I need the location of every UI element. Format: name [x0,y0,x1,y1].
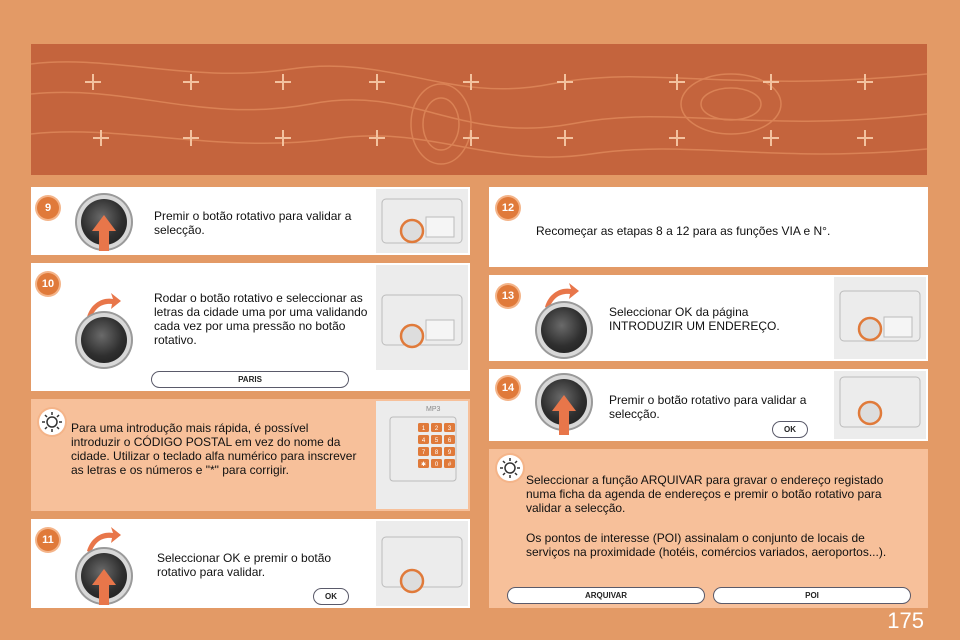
press-arrow-icon [549,393,579,437]
lightbulb-icon [39,409,65,435]
tip-1-box [31,399,470,511]
keypad-key-label: 3 [447,426,452,432]
keypad-key-label: 0 [434,462,439,468]
rotate-arrow-icon [83,525,123,555]
paris-pill: PARIS [151,371,349,388]
step-12-text: Recomeçar as etapas 8 a 12 para as funções VIA e N°. [536,224,831,238]
radio-panel-image [376,521,468,606]
rotary-knob-icon [81,317,127,363]
keypad-key-label: 7 [421,450,426,456]
press-arrow-icon [89,213,119,253]
keypad-key-label: 5 [434,438,439,444]
step-number-badge: 10 [37,273,59,295]
tip-2-box [489,449,928,608]
keypad-key-label: 6 [447,438,452,444]
radio-panel-image [376,265,468,370]
step-14-text: Premir o botão rotativo para validar a selecção. [609,393,807,421]
step-11-text: Seleccionar OK e premir o botão rotativo para validar. [157,551,332,579]
step-14-card [489,369,928,441]
step-number-badge: 12 [497,197,519,219]
step-number-badge: 13 [497,285,519,307]
step-number-badge: 9 [37,197,59,219]
arquivar-pill: ARQUIVAR [507,587,705,604]
keypad-key-label: 9 [447,450,452,456]
keypad-key-label: ✱ [420,462,427,468]
press-arrow-icon [89,567,119,607]
keypad-image [376,401,468,509]
keypad-key-label: 4 [421,438,426,444]
lightbulb-icon [497,455,523,481]
step-9-text: Premir o botão rotativo para validar a selecção. [154,209,352,237]
step-12-card [489,187,928,267]
keypad-key-label: # [447,462,452,468]
step-13-text: Seleccionar OK da página INTRODUZIR UM ENDEREÇO. [609,305,780,333]
tip-2-text-1: Seleccionar a função ARQUIVAR para gravar o endereço registado numa ficha da agenda de endereços e premir o botão rotativo para validar a selecção. [526,473,884,515]
topographic-pattern [31,44,927,175]
step-number-badge: 14 [497,377,519,399]
radio-panel-image [834,277,926,359]
keypad-key-label: 8 [434,450,439,456]
ok-pill: OK [772,421,808,438]
ok-pill: OK [313,588,349,605]
header-banner [31,44,927,175]
rotary-knob-icon [541,307,587,353]
step-number-badge: 11 [37,529,59,551]
radio-panel-image [376,189,468,253]
step-13-card [489,275,928,361]
radio-panel-image [834,371,926,439]
tip-2-text-2: Os pontos de interesse (POI) assinalam o conjunto de locais de serviços na proximidade (hotéis, comércios variados, aeroportos...). [526,531,887,559]
step-11-card [31,519,470,608]
poi-pill: POI [713,587,911,604]
keypad-key-label: 1 [421,426,426,432]
keypad-label: MP3 [426,406,441,413]
step-10-card [31,263,470,391]
page-number: 175 [887,608,924,633]
tip-1-text: Para uma introdução mais rápida, é possível introduzir o CÓDIGO POSTAL em vez do nome da cidade. Utilizar o teclado alfa numérico para inscrever as letras e os números e "*" para corrigir. [71,421,357,477]
step-9-card [31,187,470,255]
step-10-text: Rodar o botão rotativo e seleccionar as letras da cidade uma por uma validando cada vez por uma pressão no botão rotativo. [154,291,368,347]
keypad-key-label: 2 [434,426,439,432]
